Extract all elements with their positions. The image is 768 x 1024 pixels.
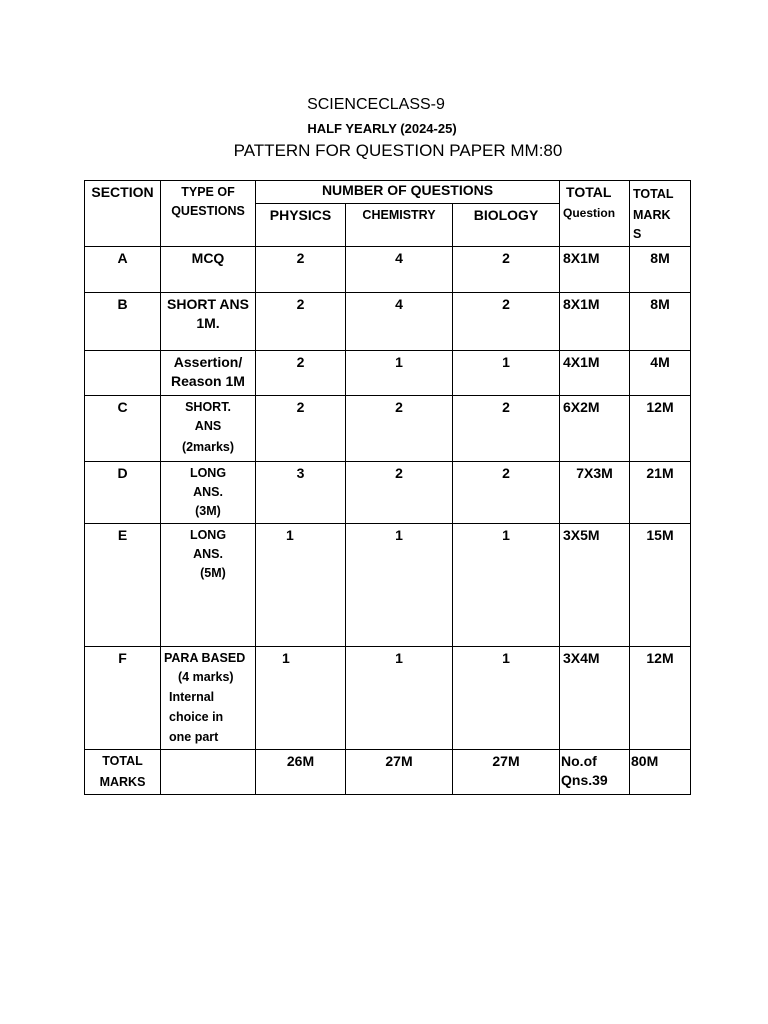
table-row: [85, 351, 691, 396]
total-question-cell: 8X1M: [560, 247, 630, 293]
total-question-cell: 4X1M: [560, 351, 630, 396]
totals-question-cell: [560, 750, 630, 795]
totals-row: [85, 750, 691, 795]
header-total-m-line3: S: [633, 227, 642, 241]
pattern-title: PATTERN FOR QUESTION PAPER MM:80: [233, 141, 563, 160]
total-question-cell: 6X2M: [560, 396, 630, 462]
total-marks-cell: 4M: [630, 351, 691, 396]
totals-physics-cell: 26M: [256, 750, 346, 795]
physics-cell: 1: [256, 524, 346, 647]
header-total-question: [560, 181, 630, 247]
header-row: [85, 181, 691, 204]
type-cell: [161, 247, 256, 293]
type-line: LONG: [189, 466, 227, 480]
chemistry-cell: 1: [346, 351, 453, 396]
section-cell: A: [85, 247, 161, 293]
chemistry-cell: 1: [346, 524, 453, 647]
biology-cell: 2: [453, 293, 560, 351]
type-line: Internal: [169, 690, 215, 704]
biology-cell: 2: [453, 462, 560, 524]
chemistry-cell: 2: [346, 396, 453, 462]
chemistry-cell: 1: [346, 647, 453, 750]
chemistry-cell: 4: [346, 247, 453, 293]
header-biology: BIOLOGY: [453, 204, 560, 247]
type-line: ANS.: [193, 485, 223, 499]
total-question-cell: 3X4M: [560, 647, 630, 750]
biology-cell: 2: [453, 396, 560, 462]
header-number-of-questions: NUMBER OF QUESTIONS: [256, 181, 560, 204]
type-cell: [161, 524, 256, 647]
total-question-cell: 8X1M: [560, 293, 630, 351]
total-marks-cell: 21M: [630, 462, 691, 524]
section-cell: F: [85, 647, 161, 750]
totals-question-line2: Qns.39: [561, 772, 608, 788]
type-line: ANS.: [193, 547, 223, 561]
chemistry-cell: 4: [346, 293, 453, 351]
biology-cell: 2: [453, 247, 560, 293]
subject-class-title: SCIENCECLASS-9: [307, 96, 445, 113]
type-line: MCQ: [191, 250, 225, 266]
physics-cell: 2: [256, 293, 346, 351]
type-line: (4 marks): [178, 670, 234, 684]
table-row: [85, 524, 691, 647]
section-cell: B: [85, 293, 161, 351]
type-line: one part: [169, 730, 219, 744]
totals-marks-cell: 80M: [630, 750, 691, 795]
section-cell: C: [85, 396, 161, 462]
type-line: PARA BASED: [164, 651, 246, 665]
header-type-line1: TYPE OF: [181, 185, 235, 199]
header-section: SECTION: [85, 181, 161, 247]
table-row: [85, 293, 691, 351]
biology-cell: 1: [453, 647, 560, 750]
table-row: [85, 647, 691, 750]
physics-cell: 3: [256, 462, 346, 524]
total-marks-cell: 8M: [630, 247, 691, 293]
table-row: [85, 247, 691, 293]
type-line: 1M.: [196, 315, 220, 331]
type-line: (2marks): [181, 440, 235, 454]
type-line: SHORT.: [185, 400, 231, 414]
header-total-marks: [630, 181, 691, 247]
totals-biology-cell: 27M: [453, 750, 560, 795]
total-question-cell: 7X3M: [560, 462, 630, 524]
total-question-cell: 3X5M: [560, 524, 630, 647]
type-line: (3M): [195, 504, 221, 518]
totals-question-line1: No.of: [561, 753, 597, 769]
type-line: LONG: [189, 528, 227, 542]
physics-cell: 1: [256, 647, 346, 750]
table-row: [85, 462, 691, 524]
header-type: [161, 181, 256, 247]
totals-type-cell: [161, 750, 256, 795]
header-total-q-line1: TOTAL: [566, 184, 612, 200]
type-line: choice in: [169, 710, 224, 724]
type-cell: [161, 293, 256, 351]
type-line: ANS: [194, 419, 222, 433]
header-total-m-line2: MARK: [633, 208, 671, 222]
type-cell: [161, 647, 256, 750]
type-cell: [161, 462, 256, 524]
type-cell: [161, 351, 256, 396]
biology-cell: 1: [453, 524, 560, 647]
header-total-q-line2: Question: [563, 206, 616, 220]
physics-cell: 2: [256, 396, 346, 462]
total-marks-cell: 12M: [630, 647, 691, 750]
table-row: [85, 396, 691, 462]
chemistry-cell: 2: [346, 462, 453, 524]
total-marks-cell: 8M: [630, 293, 691, 351]
question-pattern-table: [84, 180, 691, 795]
header-type-line2: QUESTIONS: [171, 204, 245, 218]
header-total-m-line1: TOTAL: [633, 187, 674, 201]
totals-label-cell: [85, 750, 161, 795]
header-chemistry: CHEMISTRY: [346, 204, 453, 247]
physics-cell: 2: [256, 247, 346, 293]
biology-cell: 1: [453, 351, 560, 396]
section-cell: E: [85, 524, 161, 647]
totals-chemistry-cell: 27M: [346, 750, 453, 795]
header-physics: PHYSICS: [256, 204, 346, 247]
totals-label-line1: TOTAL: [102, 754, 143, 768]
section-cell: D: [85, 462, 161, 524]
type-line: SHORT ANS: [167, 296, 249, 312]
type-line: Reason 1M: [171, 373, 245, 389]
total-marks-cell: 12M: [630, 396, 691, 462]
section-cell: [85, 351, 161, 396]
physics-cell: 2: [256, 351, 346, 396]
type-line: Assertion/: [173, 354, 243, 370]
total-marks-cell: 15M: [630, 524, 691, 647]
exam-term-title: HALF YEARLY (2024-25): [307, 121, 457, 136]
totals-label-line2: MARKS: [99, 775, 146, 789]
type-line: (5M): [200, 566, 226, 580]
type-cell: [161, 396, 256, 462]
